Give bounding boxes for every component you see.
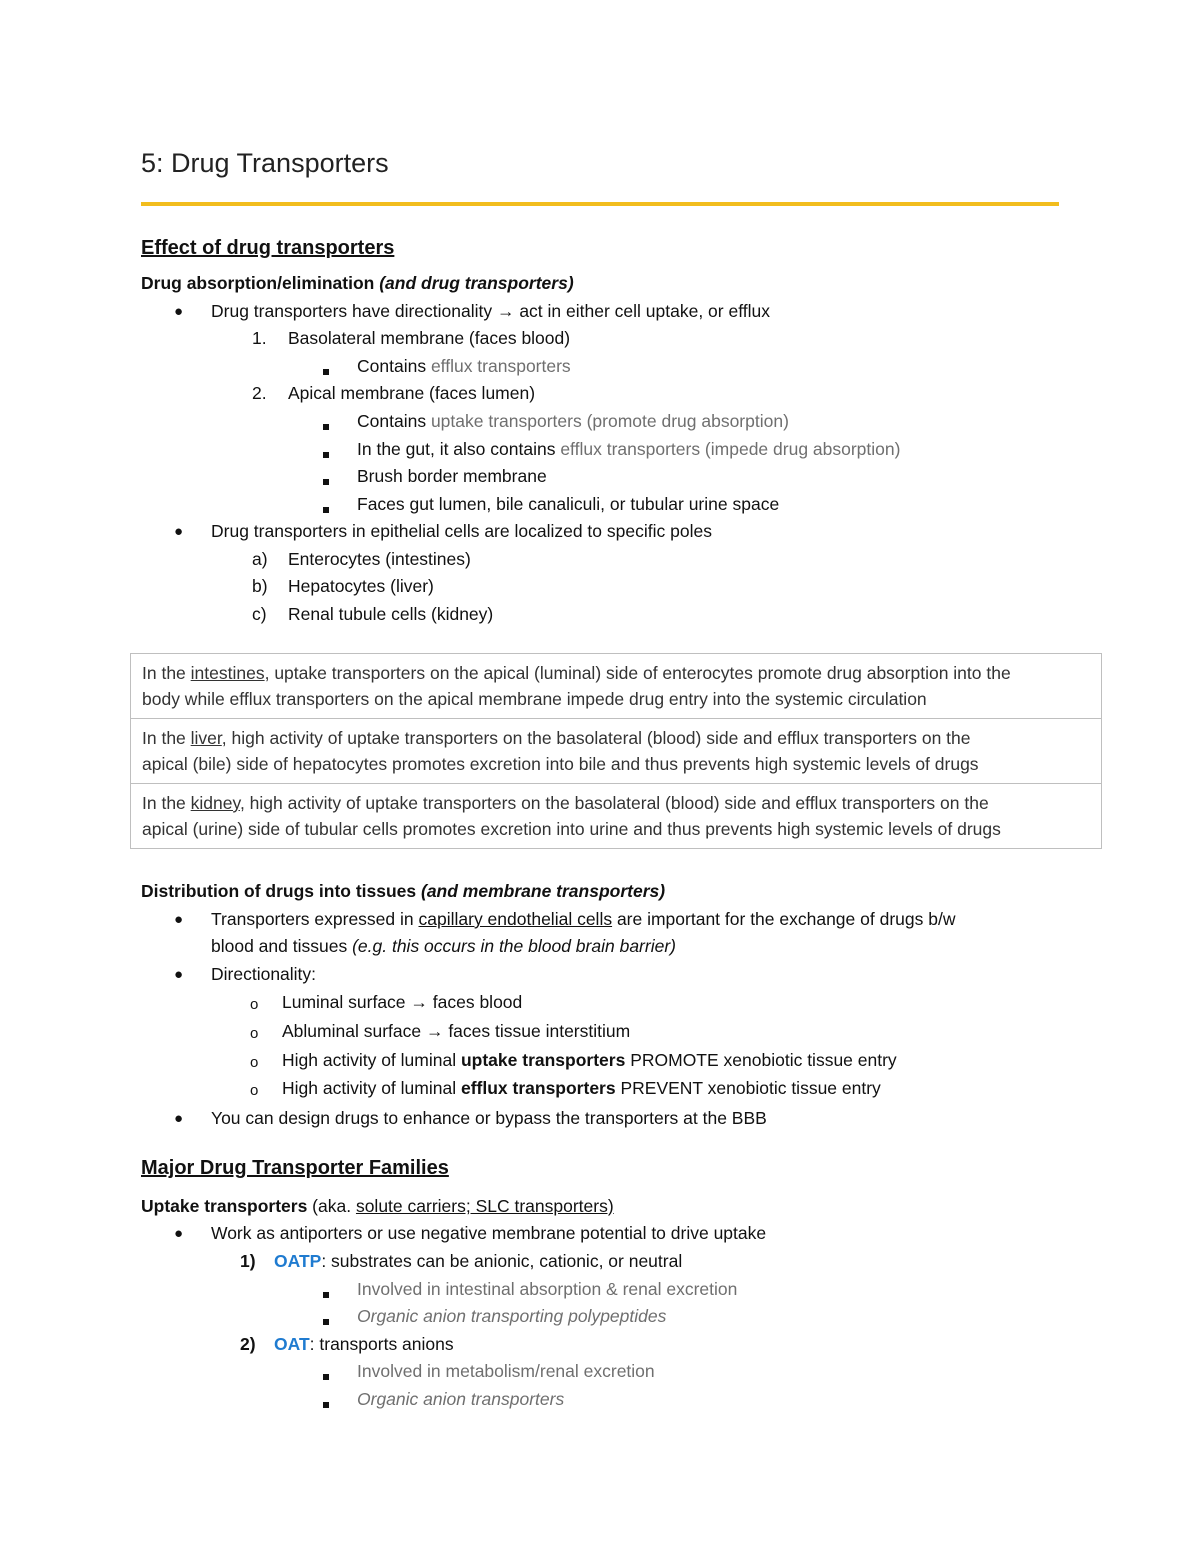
text: (aka. — [307, 1196, 356, 1216]
subheading-absorption — [141, 271, 574, 295]
list-item-uptake-promote — [282, 1048, 897, 1072]
text-gut-contains: In the gut, it also contains — [357, 439, 561, 459]
text: : substrates can be anionic, cationic, or neutral — [321, 1251, 683, 1271]
title-divider — [141, 202, 1059, 206]
bullet-dot-icon: ● — [174, 523, 184, 540]
bullet-epithelial: Drug transporters in epithelial cells are localized to specific poles — [211, 521, 712, 541]
list-marker: 2. — [252, 383, 267, 403]
text-italic-bbb: (e.g. this occurs in the blood brain barrier) — [352, 936, 676, 956]
bullet-directionality-2: Directionality: — [211, 964, 317, 984]
cell-text: In the — [142, 728, 191, 748]
cell-underline-liver: liver — [190, 728, 222, 748]
square-bullet-icon — [323, 500, 329, 518]
list-marker: 2) — [240, 1334, 256, 1354]
list-item-gut-efflux — [357, 437, 900, 461]
bullet-design-drugs: You can design drugs to enhance or bypass the transporters at the BBB — [211, 1108, 767, 1128]
list-item-oat — [274, 1332, 454, 1356]
bullet-dot-icon: ● — [174, 1225, 184, 1242]
text: blood and tissues — [211, 936, 353, 956]
list-marker: 1. — [252, 328, 267, 348]
subheading-distribution-bold: Distribution of drugs into tissues — [141, 881, 421, 901]
list-item-oatp — [274, 1249, 682, 1273]
square-bullet-icon — [323, 417, 329, 435]
list-item-oatp-fullname: Organic anion transporting polypeptides — [357, 1306, 667, 1326]
table-row — [130, 653, 1102, 719]
bullet-dot-icon: ● — [174, 303, 184, 320]
list-item-oat-involved: Involved in metabolism/renal excretion — [357, 1361, 655, 1381]
cell-underline-kidney: kidney — [190, 793, 240, 813]
text: are important for the exchange of drugs b/w — [612, 909, 956, 929]
text-slc-underline: solute carriers; SLC transporters) — [355, 1196, 614, 1216]
text-uptake-transporters: uptake transporters (promote drug absorption) — [430, 411, 789, 431]
bullet-capillary-cont — [211, 934, 676, 958]
text: High activity of luminal — [282, 1078, 461, 1098]
list-item-abluminal: Abluminal surface → faces tissue interstitium — [282, 1021, 631, 1041]
text-capillary-underline: capillary endothelial cells — [418, 909, 613, 929]
list-marker: c) — [252, 604, 267, 624]
square-bullet-icon — [323, 445, 329, 463]
list-item-hepatocytes: Hepatocytes (liver) — [288, 576, 434, 596]
text-efflux-transporters: efflux transporters — [430, 356, 571, 376]
list-item-basolateral: Basolateral membrane (faces blood) — [288, 328, 571, 348]
list-item-apical: Apical membrane (faces lumen) — [288, 383, 536, 403]
cell-text: body while efflux transporters on the apical membrane impede drug entry into the systemic circulation — [142, 689, 927, 709]
text-bold-uptake: uptake transporters — [460, 1050, 626, 1070]
list-item-oatp-involved: Involved in intestinal absorption & renal excretion — [357, 1279, 738, 1299]
subheading-uptake — [141, 1194, 614, 1218]
bullet-directionality: Drug transporters have directionality → act in either cell uptake, or efflux — [211, 301, 770, 321]
list-item-brush-border: Brush border membrane — [357, 466, 547, 486]
list-item-efflux-prevent — [282, 1076, 881, 1100]
subheading-distribution — [141, 879, 665, 903]
cell-text: apical (urine) side of tubular cells promotes excretion into urine and thus prevents high systemic levels of drugs — [142, 819, 1001, 839]
text-contains: Contains — [357, 411, 431, 431]
cell-text: In the — [142, 793, 191, 813]
bullet-dot-icon: ● — [174, 1110, 184, 1127]
list-item-uptake-contains — [357, 409, 789, 433]
ring-bullet-icon: o — [250, 1025, 259, 1042]
subheading-absorption-bold: Drug absorption/elimination — [141, 273, 380, 293]
cell-text: apical (bile) side of hepatocytes promotes excretion into bile and thus prevents high systemic levels of drugs — [142, 754, 979, 774]
cell-text: , high activity of uptake transporters on the basolateral (blood) side and efflux transporters on the — [239, 793, 989, 813]
text-oatp: OATP — [274, 1251, 322, 1271]
square-bullet-icon — [323, 1312, 329, 1330]
text-oat: OAT — [274, 1334, 310, 1354]
square-bullet-icon — [323, 1395, 329, 1413]
ring-bullet-icon: o — [250, 1054, 259, 1071]
bullet-antiporters: Work as antiporters or use negative membrane potential to drive uptake — [211, 1223, 767, 1243]
square-bullet-icon — [323, 472, 329, 490]
text-contains: Contains — [357, 356, 431, 376]
section-heading-effect: Effect of drug transporters — [141, 237, 395, 259]
text: : transports anions — [309, 1334, 454, 1354]
list-marker: 1) — [240, 1251, 256, 1271]
cell-text: In the — [142, 663, 191, 683]
list-item-faces-gut: Faces gut lumen, bile canaliculi, or tubular urine space — [357, 494, 780, 514]
bullet-dot-icon: ● — [174, 911, 184, 928]
list-marker: a) — [252, 549, 268, 569]
bullet-dot-icon: ● — [174, 966, 184, 983]
cell-text: , uptake transporters on the apical (luminal) side of enterocytes promote drug absorption into the — [264, 663, 1011, 683]
subheading-uptake-bold: Uptake transporters — [141, 1196, 308, 1216]
text-gut-efflux: efflux transporters (impede drug absorption) — [560, 439, 901, 459]
page-title: 5: Drug Transporters — [141, 148, 389, 178]
subheading-distribution-italic: (and membrane transporters) — [421, 881, 666, 901]
text: PREVENT xenobiotic tissue entry — [615, 1078, 881, 1098]
list-item-enterocytes: Enterocytes (intestines) — [288, 549, 471, 569]
list-item-efflux-contains — [357, 354, 571, 378]
text-bold-efflux: efflux transporters — [460, 1078, 616, 1098]
section-heading-families: Major Drug Transporter Families — [141, 1157, 449, 1179]
cell-text: , high activity of uptake transporters on the basolateral (blood) side and efflux transporters on the — [221, 728, 971, 748]
square-bullet-icon — [323, 1285, 329, 1303]
square-bullet-icon — [323, 1367, 329, 1385]
ring-bullet-icon: o — [250, 1082, 259, 1099]
table-row — [130, 783, 1102, 849]
list-item-luminal: Luminal surface → faces blood — [282, 992, 523, 1012]
text: High activity of luminal — [282, 1050, 461, 1070]
list-item-oat-fullname: Organic anion transporters — [357, 1389, 565, 1409]
bullet-capillary — [211, 907, 955, 931]
list-item-renal: Renal tubule cells (kidney) — [288, 604, 494, 624]
table-row — [130, 718, 1102, 784]
text: Transporters expressed in — [211, 909, 419, 929]
subheading-absorption-italic: (and drug transporters) — [379, 273, 574, 293]
ring-bullet-icon: o — [250, 996, 259, 1013]
cell-underline-intestines: intestines — [190, 663, 265, 683]
list-marker: b) — [252, 576, 268, 596]
text: PROMOTE xenobiotic tissue entry — [625, 1050, 897, 1070]
square-bullet-icon — [323, 362, 329, 380]
